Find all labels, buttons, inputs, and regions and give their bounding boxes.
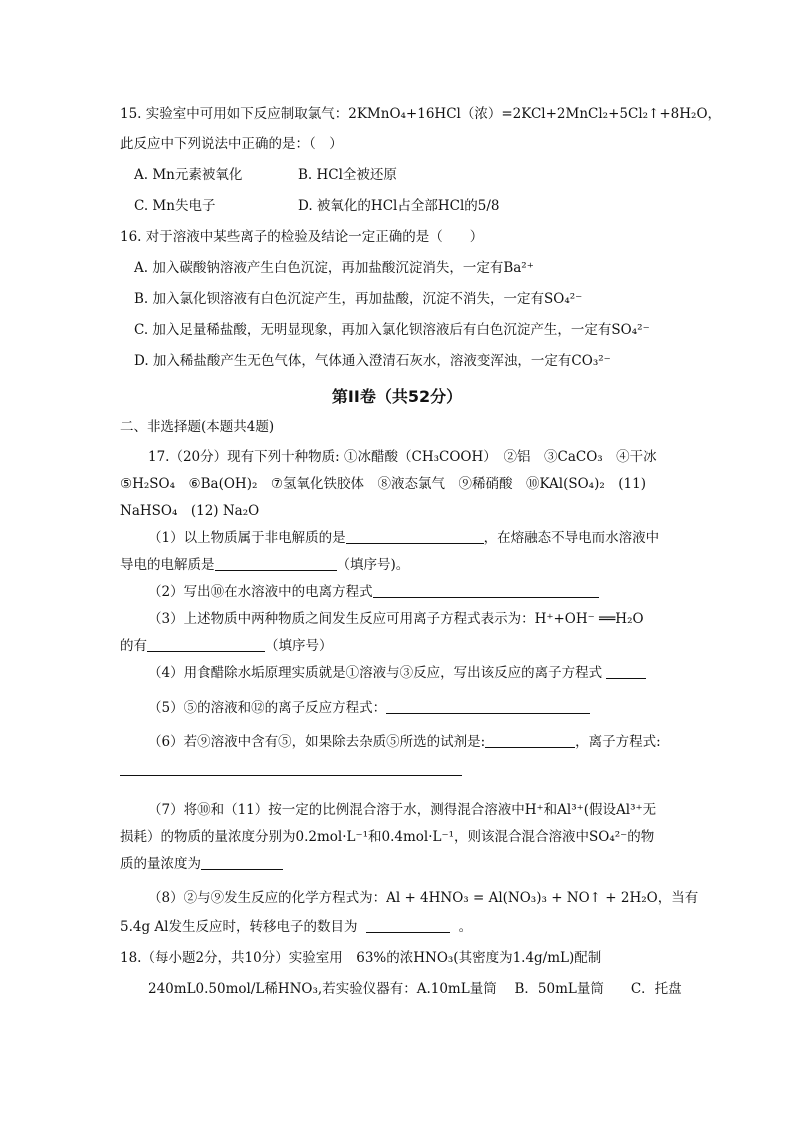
q18-line1: 18.（每小题2分，共10分）实验室用 63%的浓HNO₃(其密度为1.4g/mL)配制: [120, 950, 602, 966]
q17-part7-line3: [120, 854, 283, 874]
q17-part6-text-b: ，离子方程式:: [575, 734, 661, 750]
q17-part6: [148, 732, 661, 752]
q17-part3-text-b: 的有: [120, 638, 147, 654]
q16-option-a: A. 加入碳酸钠溶液产生白色沉淀，再加盐酸沉淀消失，一定有Ba²⁺: [134, 260, 534, 276]
q17-part4: [148, 663, 646, 683]
q15-stem-line2: 此反应中下列说法中正确的是：（ ）: [120, 136, 343, 152]
answer-blank[interactable]: [147, 637, 265, 652]
q17-part8-text-c: 。: [458, 919, 473, 935]
q17-part6-text: （6）若⑨溶液中含有⑤，如果除去杂质⑤所选的试剂是:: [148, 734, 486, 750]
q17-part3-line1: （3）上述物质中两种物质之间发生反应可用离子方程式表示为：H⁺+OH⁻ ══H₂O: [148, 611, 644, 627]
answer-blank[interactable]: [346, 529, 484, 544]
q18-line2: 240mL0.50mol/L稀HNO₃,若实验仪器有：A.10mL量筒 B．50mL量筒 C．托盘: [148, 981, 682, 997]
q17-part5-text: （5）⑤的溶液和⑫的离子反应方程式：: [148, 700, 387, 716]
answer-line[interactable]: [120, 775, 462, 776]
q17-line3: NaHSO₄ (12) Na₂O: [120, 503, 260, 519]
q17-part2: [148, 582, 599, 602]
section-subtitle: 二、非选择题(本题共4题): [120, 419, 275, 435]
q17-line1: 17.（20分）现有下列十种物质: ①冰醋酸（CH₃COOH） ②铝 ③CaCO₃ ④干冰: [148, 449, 657, 465]
answer-blank[interactable]: [485, 733, 575, 748]
q17-part3-line2: [120, 636, 333, 656]
answer-blank[interactable]: [373, 583, 599, 598]
q15-option-d: D. 被氧化的HCl占全部HCl的5/8: [298, 198, 500, 214]
q17-part1-text-d: （填序号)。: [336, 557, 410, 573]
q17-part4-text: （4）用食醋除水垢原理实质就是①溶液与③反应，写出该反应的离子方程式: [148, 665, 603, 681]
q15-option-a: A. Mn元素被氧化: [134, 167, 243, 183]
q17-part7-text-c: 质的量浓度为: [120, 856, 201, 872]
q17-line2: ⑤H₂SO₄ ⑥Ba(OH)₂ ⑦氢氧化铁胶体 ⑧液态氯气 ⑨稀硝酸 ⑩KAl(SO₄)₂ (11): [120, 476, 646, 492]
q17-part1-line2: [120, 555, 409, 575]
q15-option-c: C. Mn失电子: [134, 198, 216, 214]
answer-blank[interactable]: [606, 664, 646, 679]
q17-part1-text-c: 导电的电解质是: [120, 557, 215, 573]
q16-option-b: B. 加入氯化钡溶液有白色沉淀产生，再加盐酸，沉淀不消失，一定有SO₄²⁻: [134, 291, 583, 307]
q17-part1-text-a: （1）以上物质属于非电解质的是: [148, 530, 346, 546]
section-title: 第II卷（共52分）: [331, 387, 463, 406]
q16-stem: 16. 对于溶液中某些离子的检验及结论一定正确的是（ ）: [120, 229, 484, 245]
q17-part8-text-b: 5.4g Al发生反应时，转移电子的数目为: [120, 919, 358, 935]
q17-part2-text: （2）写出⑩在水溶液中的电离方程式: [148, 584, 373, 600]
answer-blank[interactable]: [201, 855, 283, 870]
answer-blank[interactable]: [366, 918, 450, 933]
q16-option-d: D. 加入稀盐酸产生无色气体，气体通入澄清石灰水，溶液变浑浊，一定有CO₃²⁻: [134, 353, 611, 369]
q15-option-b: B. HCl全被还原: [298, 167, 397, 183]
q17-part3-text-c: （填序号）: [265, 638, 333, 654]
q17-part1-line1: [148, 528, 659, 548]
q17-part7-line1: （7）将⑩和（11）按一定的比例混合溶于水，测得混合溶液中H⁺和Al³⁺(假设Al³⁺无: [148, 802, 657, 818]
q17-part8-line1: （8）②与⑨发生反应的化学方程式为：Al + 4HNO₃ = Al(NO₃)₃ + NO↑ + 2H₂O，当有: [148, 890, 699, 906]
q17-part8-line2: [120, 917, 472, 937]
q17-part5: [148, 698, 590, 718]
q15-stem-line1: 15. 实验室中可用如下反应制取氯气：2KMnO₄+16HCl（浓）=2KCl+2MnCl₂+5Cl₂↑+8H₂O，: [120, 106, 722, 122]
q16-option-c: C. 加入足量稀盐酸，无明显现象，再加入氯化钡溶液后有白色沉淀产生，一定有SO₄²⁻: [134, 322, 650, 338]
q17-part7-line2: 损耗）的物质的量浓度分别为0.2mol·L⁻¹和0.4mol·L⁻¹，则该混合混合溶液中SO₄²⁻的物: [120, 829, 655, 845]
answer-blank[interactable]: [386, 699, 590, 714]
answer-blank[interactable]: [215, 556, 337, 571]
q17-part1-text-b: ，在熔融态不导电而水溶液中: [483, 530, 660, 546]
